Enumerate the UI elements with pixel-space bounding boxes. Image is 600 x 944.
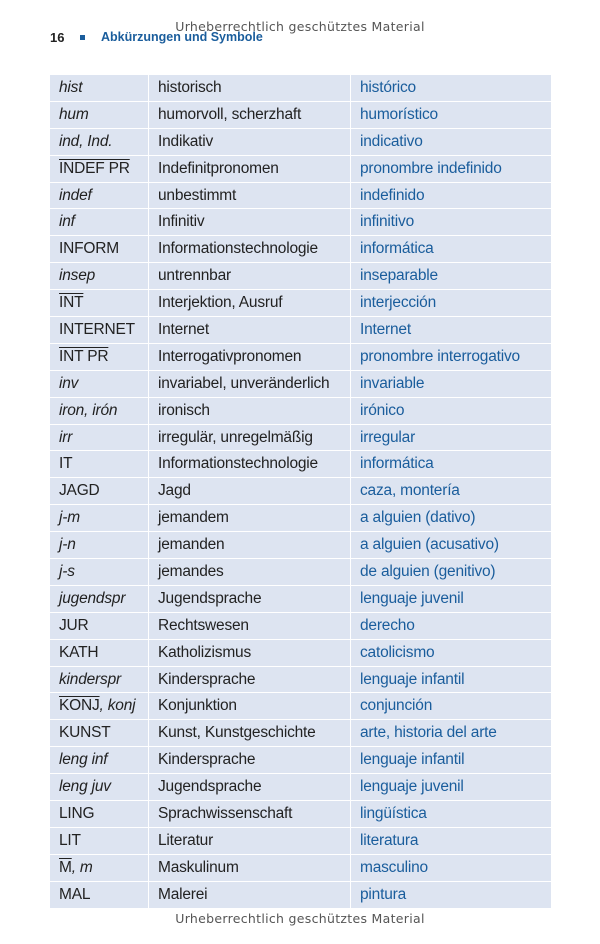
spanish-meaning-cell: a alguien (dativo) — [351, 505, 551, 531]
table-row — [50, 586, 551, 612]
spanish-meaning-cell: a alguien (acusativo) — [351, 532, 551, 558]
german-meaning-cell: Informationstechnologie — [149, 451, 350, 477]
table-row — [50, 693, 551, 719]
abbreviation-cell — [50, 882, 148, 908]
abbreviation-cell — [50, 532, 148, 558]
spanish-meaning-cell: infinitivo — [351, 209, 551, 235]
abbreviation-text: LIT — [59, 831, 81, 849]
german-meaning-cell: Internet — [149, 317, 350, 343]
abbreviation-cell — [50, 129, 148, 155]
german-meaning-cell: Kindersprache — [149, 747, 350, 773]
spanish-meaning-cell: derecho — [351, 613, 551, 639]
german-meaning-cell: historisch — [149, 75, 350, 101]
table-row — [50, 344, 551, 370]
table-row — [50, 747, 551, 773]
abbreviation-text: hist — [59, 78, 83, 96]
table-row — [50, 505, 551, 531]
spanish-meaning-cell: invariable — [351, 371, 551, 397]
abbreviation-text: j-n — [59, 536, 76, 554]
german-meaning-cell: Konjunktion — [149, 693, 350, 719]
german-meaning-cell: Indefinitpronomen — [149, 156, 350, 182]
german-meaning-cell: Katholizismus — [149, 640, 350, 666]
table-row — [50, 532, 551, 558]
spanish-meaning-cell: lenguaje infantil — [351, 667, 551, 693]
german-meaning-cell: jemanden — [149, 532, 350, 558]
page-header — [50, 28, 263, 46]
abbreviation-cell — [50, 559, 148, 585]
abbreviation-cell — [50, 425, 148, 451]
german-meaning-cell: Rechtswesen — [149, 613, 350, 639]
abbreviation-variant: , konj — [99, 697, 136, 715]
german-meaning-cell: Kindersprache — [149, 667, 350, 693]
section-title: Abkürzungen und Symbole — [101, 30, 263, 44]
abbreviation-cell — [50, 236, 148, 262]
spanish-meaning-cell: interjección — [351, 290, 551, 316]
spanish-meaning-cell: indefinido — [351, 183, 551, 209]
table-row — [50, 236, 551, 262]
german-meaning-cell: jemandem — [149, 505, 350, 531]
header-bullet-square — [80, 35, 85, 40]
abbreviation-text: iron, irón — [59, 401, 118, 419]
spanish-meaning-cell: informática — [351, 451, 551, 477]
table-row — [50, 209, 551, 235]
table-row — [50, 263, 551, 289]
abbreviation-cell — [50, 317, 148, 343]
german-meaning-cell: Interjektion, Ausruf — [149, 290, 350, 316]
watermark-top: Urheberrechtlich geschütztes Material — [175, 19, 425, 34]
table-row — [50, 801, 551, 827]
abbreviation-text: hum — [59, 105, 89, 123]
spanish-meaning-cell: indicativo — [351, 129, 551, 155]
abbreviation-text: irr — [59, 428, 73, 446]
spanish-meaning-cell: lenguaje juvenil — [351, 774, 551, 800]
table-row — [50, 451, 551, 477]
abbreviation-cell — [50, 505, 148, 531]
abbreviation-text: $\overline{INT}$ — [59, 294, 84, 312]
german-meaning-cell: Interrogativpronomen — [149, 344, 350, 370]
abbreviation-text: j-m — [59, 509, 80, 527]
table-row — [50, 129, 551, 155]
abbreviation-text: leng inf — [59, 751, 108, 769]
abbreviation-cell — [50, 478, 148, 504]
abbreviation-cell — [50, 828, 148, 854]
table-row — [50, 156, 551, 182]
german-meaning-cell: Malerei — [149, 882, 350, 908]
page-number: 16 — [50, 29, 65, 45]
abbreviation-text: inf — [59, 213, 75, 231]
abbreviation-cell — [50, 640, 148, 666]
spanish-meaning-cell: lenguaje infantil — [351, 747, 551, 773]
abbreviation-cell — [50, 613, 148, 639]
spanish-meaning-cell: Internet — [351, 317, 551, 343]
abbreviation-cell — [50, 774, 148, 800]
table-row — [50, 640, 551, 666]
abbreviation-cell — [50, 344, 148, 370]
german-meaning-cell: Indikativ — [149, 129, 350, 155]
german-meaning-cell: untrennbar — [149, 263, 350, 289]
table-row — [50, 613, 551, 639]
german-meaning-cell: Literatur — [149, 828, 350, 854]
abbreviation-cell — [50, 290, 148, 316]
table-row — [50, 828, 551, 854]
spanish-meaning-cell: masculino — [351, 855, 551, 881]
abbreviation-cell — [50, 801, 148, 827]
spanish-meaning-cell: inseparable — [351, 263, 551, 289]
abbreviation-variant: , m — [71, 858, 93, 876]
abbreviation-text: JAGD — [59, 482, 100, 500]
german-meaning-cell: Informationstechnologie — [149, 236, 350, 262]
german-meaning-cell: irregulär, unregelmäßig — [149, 425, 350, 451]
abbreviation-cell — [50, 263, 148, 289]
german-meaning-cell: unbestimmt — [149, 183, 350, 209]
spanish-meaning-cell: irónico — [351, 398, 551, 424]
table-row — [50, 183, 551, 209]
spanish-meaning-cell: informática — [351, 236, 551, 262]
spanish-meaning-cell: histórico — [351, 75, 551, 101]
spanish-meaning-cell: pronombre interrogativo — [351, 344, 551, 370]
abbreviation-text: KONJ — [59, 697, 100, 715]
abbreviation-cell — [50, 855, 148, 881]
spanish-meaning-cell: de alguien (genitivo) — [351, 559, 551, 585]
table-row — [50, 102, 551, 128]
german-meaning-cell: invariabel, unveränderlich — [149, 371, 350, 397]
spanish-meaning-cell: humorístico — [351, 102, 551, 128]
abbreviation-cell — [50, 693, 148, 719]
abbreviation-text: INTERNET — [59, 320, 135, 338]
watermark-bottom: Urheberrechtlich geschütztes Material — [175, 911, 425, 926]
german-meaning-cell: ironisch — [149, 398, 350, 424]
abbreviation-text: ind, Ind. — [59, 132, 113, 150]
abbreviation-text: leng juv — [59, 778, 111, 796]
table-row — [50, 75, 551, 101]
table-row — [50, 882, 551, 908]
abbreviation-text: IT — [59, 455, 73, 473]
german-meaning-cell: Jugendsprache — [149, 774, 350, 800]
abbreviation-cell — [50, 183, 148, 209]
abbreviation-text: INT PR — [59, 347, 109, 365]
abbreviation-cell — [50, 156, 148, 182]
spanish-meaning-cell: literatura — [351, 828, 551, 854]
abbreviation-text: INFORM — [59, 240, 119, 258]
abbreviation-text: indef — [59, 186, 92, 204]
abbreviation-cell — [50, 371, 148, 397]
abbreviation-text: KUNST — [59, 724, 111, 742]
abbreviation-cell — [50, 209, 148, 235]
table-row — [50, 425, 551, 451]
abbreviation-cell — [50, 75, 148, 101]
spanish-meaning-cell: lenguaje juvenil — [351, 586, 551, 612]
table-row — [50, 855, 551, 881]
table-row — [50, 317, 551, 343]
table-row — [50, 559, 551, 585]
spanish-meaning-cell: pronombre indefinido — [351, 156, 551, 182]
spanish-meaning-cell: pintura — [351, 882, 551, 908]
german-meaning-cell: jemandes — [149, 559, 350, 585]
spanish-meaning-cell: arte, historia del arte — [351, 720, 551, 746]
abbreviation-text: JUR — [59, 616, 89, 634]
table-row — [50, 667, 551, 693]
abbreviation-text: $\overline{M}$ — [59, 858, 72, 876]
table-row — [50, 774, 551, 800]
abbreviation-text: KATH — [59, 643, 99, 661]
german-meaning-cell: Sprachwissenschaft — [149, 801, 350, 827]
abbreviation-cell — [50, 398, 148, 424]
abbreviation-cell — [50, 451, 148, 477]
german-meaning-cell: Maskulinum — [149, 855, 350, 881]
table-row — [50, 720, 551, 746]
abbreviation-cell — [50, 586, 148, 612]
abbreviation-cell — [50, 747, 148, 773]
abbreviation-cell — [50, 102, 148, 128]
german-meaning-cell: humorvoll, scherzhaft — [149, 102, 350, 128]
german-meaning-cell: Infinitiv — [149, 209, 350, 235]
german-meaning-cell: Kunst, Kunstgeschichte — [149, 720, 350, 746]
abbreviation-cell — [50, 667, 148, 693]
spanish-meaning-cell: caza, montería — [351, 478, 551, 504]
abbreviation-text: INDEF PR — [59, 159, 130, 177]
abbreviation-text: inv — [59, 374, 79, 392]
spanish-meaning-cell: lingüística — [351, 801, 551, 827]
table-row — [50, 290, 551, 316]
table-row — [50, 478, 551, 504]
abbreviation-text: insep — [59, 267, 96, 285]
spanish-meaning-cell: irregular — [351, 425, 551, 451]
abbreviation-table — [50, 75, 551, 909]
abbreviation-text: kinderspr — [59, 670, 121, 688]
abbreviation-text: jugendspr — [59, 589, 126, 607]
spanish-meaning-cell: conjunción — [351, 693, 551, 719]
abbreviation-text: LING — [59, 804, 95, 822]
abbreviation-cell — [50, 720, 148, 746]
abbreviation-text: j-s — [59, 562, 75, 580]
table-row — [50, 398, 551, 424]
german-meaning-cell: Jugendsprache — [149, 586, 350, 612]
spanish-meaning-cell: catolicismo — [351, 640, 551, 666]
table-row — [50, 371, 551, 397]
german-meaning-cell: Jagd — [149, 478, 350, 504]
abbreviation-text: MAL — [59, 885, 91, 903]
